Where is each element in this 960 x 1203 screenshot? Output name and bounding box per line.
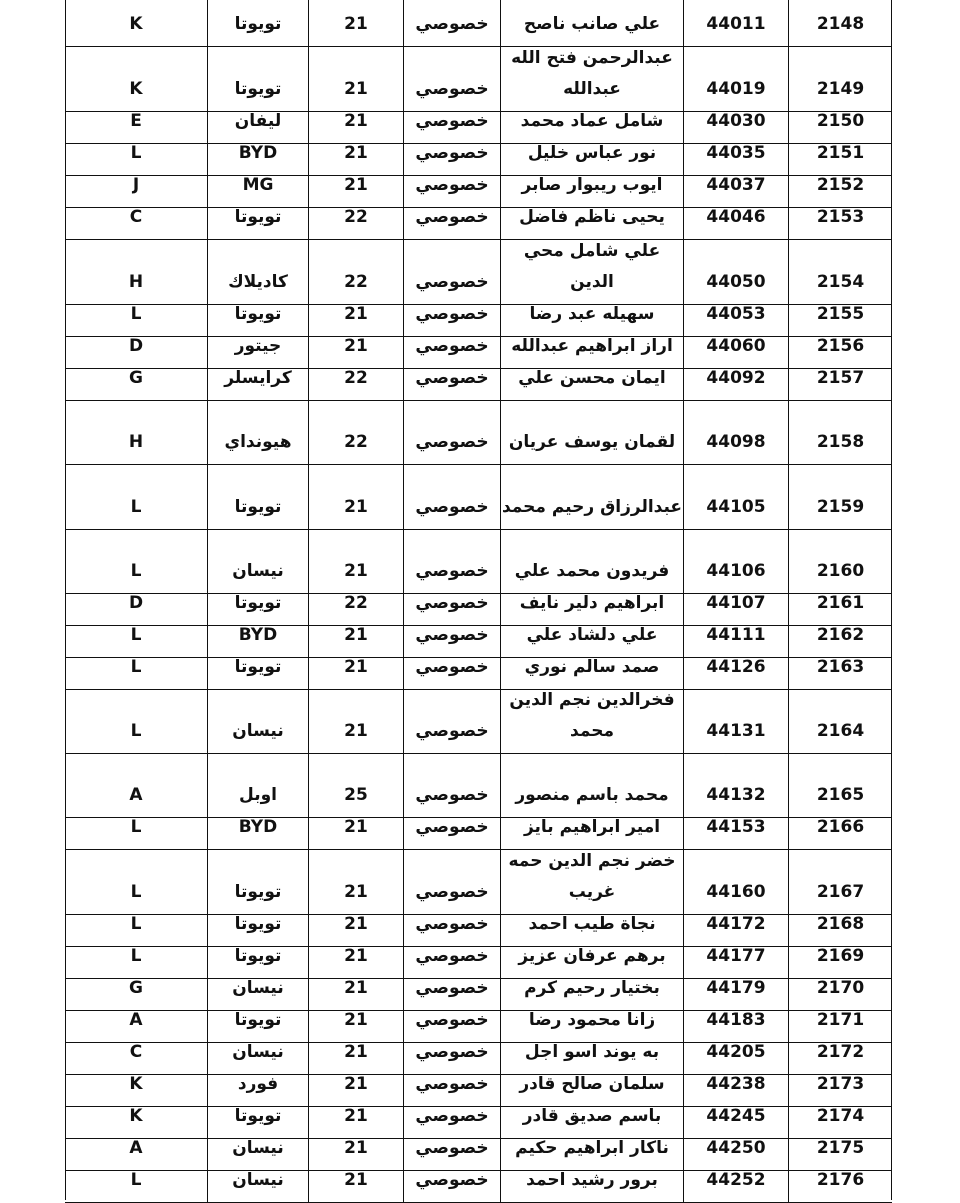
cell-name: يحيى ناظم فاضل bbox=[500, 208, 683, 239]
cell-seq: 2151 bbox=[788, 144, 892, 175]
cell-grade: L bbox=[130, 721, 142, 741]
cell-code: 44050 bbox=[683, 240, 788, 304]
cell-type: خصوصي bbox=[403, 337, 500, 368]
cell-grade: H bbox=[128, 432, 144, 452]
cell-make: نيسان bbox=[207, 690, 308, 753]
cell-seq: 2167 bbox=[788, 850, 892, 914]
cell-name: شامل عماد محمد bbox=[500, 112, 683, 143]
cell-type: خصوصي bbox=[403, 240, 500, 304]
cell-grade: C bbox=[129, 207, 143, 227]
table-row bbox=[65, 208, 892, 240]
cell-seq: 2160 bbox=[788, 530, 892, 593]
cell-name: علي شامل محي الدين bbox=[500, 240, 683, 304]
cell-seats: 22 bbox=[308, 369, 403, 400]
cell-seats: 21 bbox=[308, 1139, 403, 1170]
cell-seats: 21 bbox=[308, 176, 403, 207]
cell-seats: 25 bbox=[308, 754, 403, 817]
cell-name: نجاة طيب احمد bbox=[500, 915, 683, 946]
cell-seats: 22 bbox=[308, 594, 403, 625]
cell-type: خصوصي bbox=[403, 1075, 500, 1106]
cell-seq: 2172 bbox=[788, 1043, 892, 1074]
cell-code: 44098 bbox=[683, 401, 788, 464]
cell-name: فخرالدين نجم الدين محمد bbox=[500, 690, 683, 753]
cell-name: عبدالرحمن فتح الله عبدالله bbox=[500, 47, 683, 111]
cell-type: خصوصي bbox=[403, 1107, 500, 1138]
cell-make: جيتور bbox=[207, 337, 308, 368]
cell-code: 44179 bbox=[683, 979, 788, 1010]
cell-type: خصوصي bbox=[403, 465, 500, 529]
cell-grade: J bbox=[132, 175, 140, 195]
cell-seq: 2175 bbox=[788, 1139, 892, 1170]
cell-seq: 2169 bbox=[788, 947, 892, 978]
cell-seq: 2153 bbox=[788, 208, 892, 239]
cell-seq: 2150 bbox=[788, 112, 892, 143]
cell-name: امير ابراهيم بايز bbox=[500, 818, 683, 849]
cell-code: 44252 bbox=[683, 1171, 788, 1202]
cell-code: 44019 bbox=[683, 47, 788, 111]
cell-seats: 21 bbox=[308, 112, 403, 143]
cell-make: BYD bbox=[207, 626, 308, 657]
cell-seq: 2149 bbox=[788, 47, 892, 111]
cell-seq: 2176 bbox=[788, 1171, 892, 1202]
cell-grade: G bbox=[129, 978, 143, 998]
table-row bbox=[65, 690, 892, 754]
cell-code: 44160 bbox=[683, 850, 788, 914]
cell-name: برهم عرفان عزيز bbox=[500, 947, 683, 978]
cell-code: 44205 bbox=[683, 1043, 788, 1074]
cell-name: به يوند اسو اجل bbox=[500, 1043, 683, 1074]
cell-name: عبدالرزاق رحيم محمد bbox=[500, 465, 683, 529]
cell-code: 44107 bbox=[683, 594, 788, 625]
cell-name: اراز ابراهيم عبدالله bbox=[500, 337, 683, 368]
cell-name: لقمان يوسف عريان bbox=[500, 401, 683, 464]
cell-seq: 2156 bbox=[788, 337, 892, 368]
cell-type: خصوصي bbox=[403, 369, 500, 400]
cell-code: 44011 bbox=[683, 0, 788, 46]
cell-code: 44092 bbox=[683, 369, 788, 400]
table-row bbox=[65, 401, 892, 465]
cell-name: فريدون محمد علي bbox=[500, 530, 683, 593]
table-row bbox=[65, 658, 892, 690]
cell-code: 44106 bbox=[683, 530, 788, 593]
cell-name: سهيله عبد رضا bbox=[500, 305, 683, 336]
cell-make: تويوتا bbox=[207, 850, 308, 914]
cell-type: خصوصي bbox=[403, 979, 500, 1010]
cell-seq: 2163 bbox=[788, 658, 892, 689]
cell-seq: 2158 bbox=[788, 401, 892, 464]
table-row bbox=[65, 47, 892, 112]
cell-make: نيسان bbox=[207, 1171, 308, 1202]
cell-seq: 2171 bbox=[788, 1011, 892, 1042]
cell-type: خصوصي bbox=[403, 47, 500, 111]
cell-type: خصوصي bbox=[403, 401, 500, 464]
cell-grade: L bbox=[130, 882, 142, 902]
cell-seats: 22 bbox=[308, 208, 403, 239]
table-row bbox=[65, 240, 892, 305]
cell-name: برور رشيد احمد bbox=[500, 1171, 683, 1202]
cell-make: تويوتا bbox=[207, 47, 308, 111]
cell-seq: 2166 bbox=[788, 818, 892, 849]
cell-seq: 2162 bbox=[788, 626, 892, 657]
cell-name: زانا محمود رضا bbox=[500, 1011, 683, 1042]
cell-code: 44105 bbox=[683, 465, 788, 529]
cell-seats: 21 bbox=[308, 337, 403, 368]
cell-make: نيسان bbox=[207, 979, 308, 1010]
cell-seq: 2152 bbox=[788, 176, 892, 207]
cell-make: تويوتا bbox=[207, 947, 308, 978]
cell-name: سلمان صالح قادر bbox=[500, 1075, 683, 1106]
cell-type: خصوصي bbox=[403, 1139, 500, 1170]
cell-type: خصوصي bbox=[403, 0, 500, 46]
cell-code: 44245 bbox=[683, 1107, 788, 1138]
cell-make: تويوتا bbox=[207, 208, 308, 239]
registration-table bbox=[65, 0, 892, 1203]
cell-name: ناكار ابراهيم حكيم bbox=[500, 1139, 683, 1170]
cell-make: تويوتا bbox=[207, 305, 308, 336]
cell-seats: 21 bbox=[308, 0, 403, 46]
cell-grade: K bbox=[129, 1106, 143, 1126]
cell-name: بختيار رحيم كرم bbox=[500, 979, 683, 1010]
cell-seats: 21 bbox=[308, 1043, 403, 1074]
cell-code: 44060 bbox=[683, 337, 788, 368]
cell-make: تويوتا bbox=[207, 1107, 308, 1138]
cell-seats: 21 bbox=[308, 690, 403, 753]
cell-name: ايوب ريبوار صابر bbox=[500, 176, 683, 207]
table-row bbox=[65, 850, 892, 915]
cell-make: تويوتا bbox=[207, 915, 308, 946]
cell-grade: D bbox=[128, 336, 144, 356]
cell-seats: 21 bbox=[308, 818, 403, 849]
cell-make: كرايسلر bbox=[207, 369, 308, 400]
cell-type: خصوصي bbox=[403, 1043, 500, 1074]
cell-name: خضر نجم الدين حمه غريب bbox=[500, 850, 683, 914]
cell-seats: 21 bbox=[308, 1075, 403, 1106]
cell-grade: A bbox=[129, 785, 143, 805]
table-row bbox=[65, 754, 892, 818]
table-row bbox=[65, 0, 892, 47]
cell-type: خصوصي bbox=[403, 112, 500, 143]
table-row bbox=[65, 1171, 892, 1203]
cell-type: خصوصي bbox=[403, 690, 500, 753]
cell-grade: E bbox=[130, 111, 142, 131]
cell-type: خصوصي bbox=[403, 1171, 500, 1202]
cell-seats: 21 bbox=[308, 947, 403, 978]
cell-seq: 2174 bbox=[788, 1107, 892, 1138]
cell-seats: 21 bbox=[308, 530, 403, 593]
cell-grade: A bbox=[129, 1010, 143, 1030]
cell-name: علي صانب ناصح bbox=[500, 0, 683, 46]
cell-grade: L bbox=[130, 817, 142, 837]
cell-seats: 21 bbox=[308, 1107, 403, 1138]
cell-code: 44053 bbox=[683, 305, 788, 336]
cell-code: 44126 bbox=[683, 658, 788, 689]
cell-code: 44250 bbox=[683, 1139, 788, 1170]
cell-make: فورد bbox=[207, 1075, 308, 1106]
cell-make: BYD bbox=[207, 144, 308, 175]
cell-type: خصوصي bbox=[403, 850, 500, 914]
cell-code: 44153 bbox=[683, 818, 788, 849]
cell-seq: 2168 bbox=[788, 915, 892, 946]
cell-seats: 21 bbox=[308, 144, 403, 175]
cell-make: هيونداي bbox=[207, 401, 308, 464]
cell-make: تويوتا bbox=[207, 658, 308, 689]
cell-name: ابراهيم دلير نايف bbox=[500, 594, 683, 625]
cell-type: خصوصي bbox=[403, 530, 500, 593]
cell-type: خصوصي bbox=[403, 947, 500, 978]
cell-make: نيسان bbox=[207, 530, 308, 593]
cell-make: MG bbox=[207, 176, 308, 207]
cell-make: تويوتا bbox=[207, 594, 308, 625]
table-row bbox=[65, 369, 892, 401]
cell-type: خصوصي bbox=[403, 1011, 500, 1042]
cell-grade: A bbox=[129, 1138, 143, 1158]
cell-seats: 21 bbox=[308, 915, 403, 946]
cell-grade: L bbox=[130, 946, 142, 966]
cell-seats: 22 bbox=[308, 240, 403, 304]
cell-grade: L bbox=[130, 561, 142, 581]
cell-make: كاديلاك bbox=[207, 240, 308, 304]
cell-make: اوبل bbox=[207, 754, 308, 817]
cell-name: محمد باسم منصور bbox=[500, 754, 683, 817]
cell-code: 44030 bbox=[683, 112, 788, 143]
cell-make: BYD bbox=[207, 818, 308, 849]
cell-seats: 21 bbox=[308, 658, 403, 689]
cell-name: علي دلشاد علي bbox=[500, 626, 683, 657]
cell-code: 44172 bbox=[683, 915, 788, 946]
cell-grade: L bbox=[130, 657, 142, 677]
cell-make: تويوتا bbox=[207, 465, 308, 529]
cell-seats: 21 bbox=[308, 979, 403, 1010]
cell-code: 44037 bbox=[683, 176, 788, 207]
cell-grade: D bbox=[128, 593, 144, 613]
cell-seq: 2157 bbox=[788, 369, 892, 400]
cell-seq: 2164 bbox=[788, 690, 892, 753]
cell-code: 44183 bbox=[683, 1011, 788, 1042]
table-row bbox=[65, 818, 892, 850]
cell-code: 44132 bbox=[683, 754, 788, 817]
cell-seq: 2170 bbox=[788, 979, 892, 1010]
cell-make: نيسان bbox=[207, 1043, 308, 1074]
cell-seats: 21 bbox=[308, 47, 403, 111]
cell-seats: 21 bbox=[308, 1171, 403, 1202]
cell-type: خصوصي bbox=[403, 305, 500, 336]
cell-code: 44035 bbox=[683, 144, 788, 175]
cell-seats: 21 bbox=[308, 465, 403, 529]
cell-grade: H bbox=[128, 272, 144, 292]
cell-type: خصوصي bbox=[403, 818, 500, 849]
cell-grade: G bbox=[129, 368, 143, 388]
cell-grade: C bbox=[129, 1042, 143, 1062]
cell-make: تويوتا bbox=[207, 0, 308, 46]
cell-name: ايمان محسن علي bbox=[500, 369, 683, 400]
cell-grade: L bbox=[130, 1170, 142, 1190]
cell-type: خصوصي bbox=[403, 915, 500, 946]
cell-grade: L bbox=[130, 497, 142, 517]
cell-type: خصوصي bbox=[403, 176, 500, 207]
cell-type: خصوصي bbox=[403, 754, 500, 817]
cell-code: 44177 bbox=[683, 947, 788, 978]
cell-make: تويوتا bbox=[207, 1011, 308, 1042]
cell-seq: 2159 bbox=[788, 465, 892, 529]
cell-name: باسم صديق قادر bbox=[500, 1107, 683, 1138]
cell-code: 44111 bbox=[683, 626, 788, 657]
cell-grade: L bbox=[130, 914, 142, 934]
cell-seats: 21 bbox=[308, 850, 403, 914]
cell-seats: 21 bbox=[308, 305, 403, 336]
cell-make: ليفان bbox=[207, 112, 308, 143]
table-row bbox=[65, 465, 892, 530]
cell-grade: K bbox=[129, 1074, 143, 1094]
cell-seats: 22 bbox=[308, 401, 403, 464]
cell-type: خصوصي bbox=[403, 208, 500, 239]
cell-seq: 2154 bbox=[788, 240, 892, 304]
cell-type: خصوصي bbox=[403, 626, 500, 657]
cell-seq: 2161 bbox=[788, 594, 892, 625]
cell-type: خصوصي bbox=[403, 594, 500, 625]
cell-seq: 2155 bbox=[788, 305, 892, 336]
cell-grade: L bbox=[130, 143, 142, 163]
cell-seats: 21 bbox=[308, 1011, 403, 1042]
cell-code: 44131 bbox=[683, 690, 788, 753]
cell-seq: 2165 bbox=[788, 754, 892, 817]
cell-type: خصوصي bbox=[403, 658, 500, 689]
table-row bbox=[65, 530, 892, 594]
cell-code: 44238 bbox=[683, 1075, 788, 1106]
cell-type: خصوصي bbox=[403, 144, 500, 175]
cell-grade: K bbox=[129, 14, 143, 34]
cell-code: 44046 bbox=[683, 208, 788, 239]
cell-grade: K bbox=[129, 79, 143, 99]
cell-seq: 2148 bbox=[788, 0, 892, 46]
cell-grade: L bbox=[130, 625, 142, 645]
cell-seq: 2173 bbox=[788, 1075, 892, 1106]
cell-name: نور عباس خليل bbox=[500, 144, 683, 175]
cell-grade: L bbox=[130, 304, 142, 324]
cell-seats: 21 bbox=[308, 626, 403, 657]
cell-name: صمد سالم نوري bbox=[500, 658, 683, 689]
cell-make: نيسان bbox=[207, 1139, 308, 1170]
